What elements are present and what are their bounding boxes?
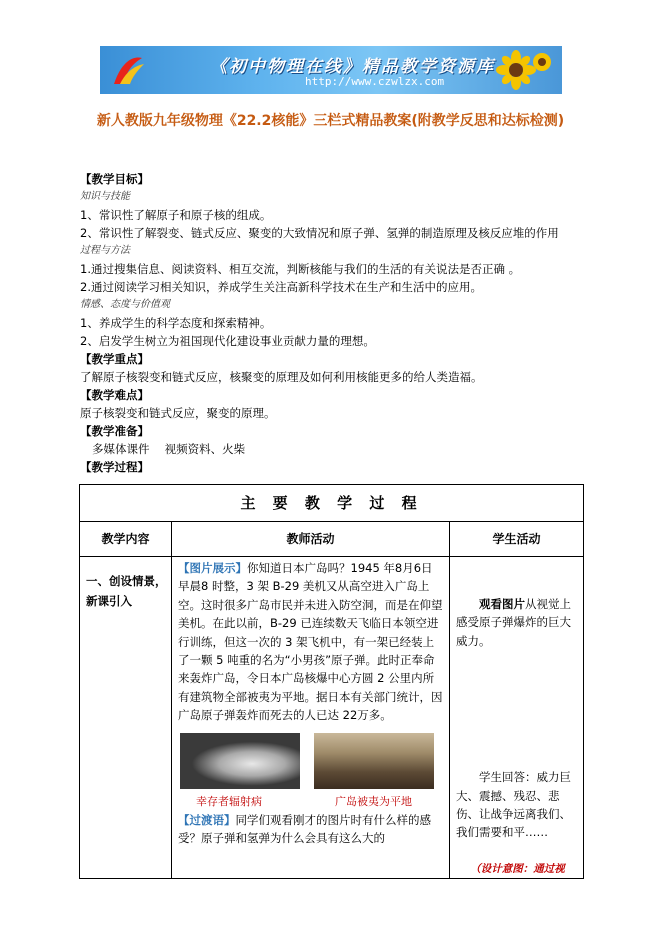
caption-survivor: 幸存者辐射病 [196,794,262,808]
transition-tag: 【过渡语】 [178,812,236,827]
student-activity-cell [450,557,584,879]
process-label: 过程与方法 [80,245,130,256]
row-content-cell [80,557,172,879]
photo-row [176,733,445,789]
student-text-1: 从视觉上感受原子弹爆炸的巨大威力。 [456,597,571,648]
transition-paragraph [176,811,445,848]
process-heading: 【教学过程】 [80,460,149,474]
difficulty-heading: 【教学难点】 [80,388,149,402]
knowledge-label: 知识与技能 [80,191,130,202]
teacher-activity-cell [172,557,450,879]
objectives-heading: 【教学目标】 [80,172,149,186]
emotion-item: 1、养成学生的科学态度和探索精神。 [80,316,272,330]
banner-title: 《初中物理在线》精品教学资源库 [210,57,495,77]
process-table [79,484,584,879]
document-title: 新人教版九年级物理《22.2核能》三栏式精品教案(附教学反思和达标检测) [96,113,565,129]
knowledge-item: 1、常识性了解原子和原子核的组成。 [80,208,272,222]
objectives-section [80,170,585,476]
teacher-text: 你知道日本广岛吗？1945 年8月6日早晨8 时整，3 架 B-29 美机又从高空进入广岛上空。这时很多广岛市民并未进入防空洞，而是在仰望美机。在此以前，B-29 已连续数天飞临日本领空进行训练，但这一次的 3 架飞机中，有一架已经装上了一颗 5 吨重的名为“小男孩”原子弹。此时正奉命来轰炸广岛，令日本广岛核爆中心方圆 2 公里内所有建筑物全部被夷为平地。据日本有关部门统计，因广岛原子弹轰炸而死去的人已达 22万多。 [178,561,443,723]
emotion-label: 情感、态度与价值观 [80,299,170,310]
logo-icon [108,50,148,90]
header-banner [100,46,562,94]
table-title: 主 要 教 学 过 程 [80,485,584,522]
caption-ruins: 广岛被夷为平地 [335,794,412,808]
emotion-item: 2、启发学生树立为祖国现代化建设事业贡献力量的理想。 [80,334,375,348]
student-bold-lead: 观看图片 [479,597,525,611]
process-item: 2.通过阅读学习相关知识，养成学生关注高新科学技术在生产和生活中的应用。 [80,280,482,294]
column-header-student: 学生活动 [450,522,584,557]
student-paragraph-1 [456,595,579,650]
column-header-teacher: 教师活动 [172,522,450,557]
banner-url: http://www.czwlzx.com [305,75,445,88]
student-paragraph-2: 学生回答：威力巨大、震撼、残忍、悲伤、让战争远离我们、我们需要和平…… [456,770,571,840]
photo-captions [176,793,445,811]
key-point-heading: 【教学重点】 [80,352,149,366]
preparation-heading: 【教学准备】 [80,424,149,438]
process-item: 1.通过搜集信息、阅读资料、相互交流，判断核能与我们的生活的有关说法是否正确 。 [80,262,521,276]
survivor-photo [180,733,300,789]
design-note: （设计意图：通过视 [470,862,565,875]
preparation-text: 多媒体课件 视频资料、火柴 [92,442,246,456]
teacher-paragraph [176,559,445,725]
knowledge-item: 2、常识性了解裂变、链式反应、聚变的大致情况和原子弹、氢弹的制造原理及核反应堆的作用 [80,226,559,240]
difficulty-text: 原子核裂变和链式反应，聚变的原理。 [80,406,276,420]
row-content-label: 一、创设情景，新课引入 [86,574,167,608]
sunflower-icon [494,48,554,92]
transition-text: 同学们观看刚才的图片时有什么样的感受？原子弹和氢弹为什么会具有这么大的 [178,812,431,846]
key-point-text: 了解原子核裂变和链式反应，核聚变的原理及如何利用核能更多的给人类造福。 [80,370,483,384]
column-header-content: 教学内容 [80,522,172,557]
hiroshima-ruins-photo [314,733,434,789]
picture-show-tag: 【图片展示】 [178,561,247,575]
